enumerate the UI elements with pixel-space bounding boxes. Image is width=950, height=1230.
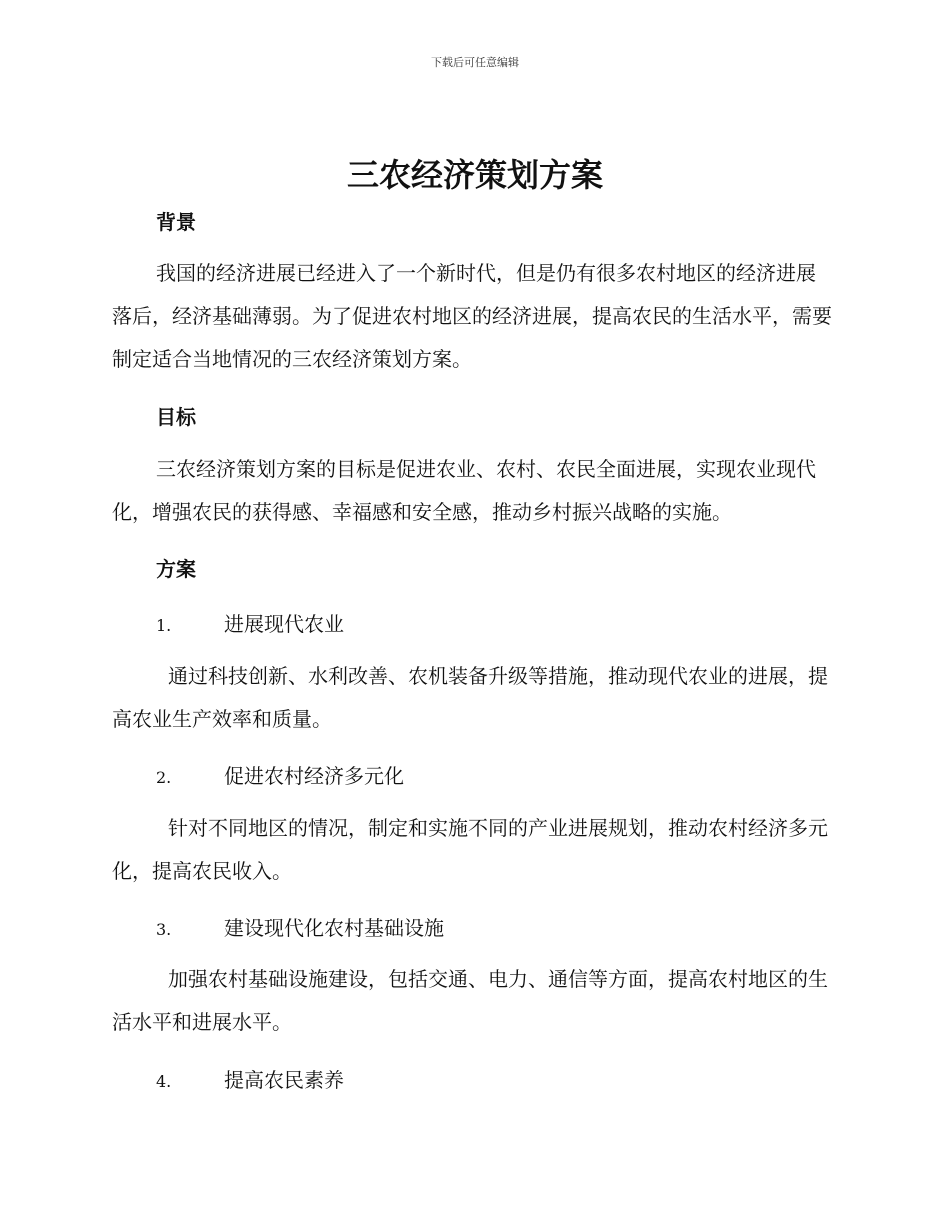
- section-heading-goal: 目标: [156, 405, 196, 429]
- list-item-title: 促进农村经济多元化: [224, 764, 404, 788]
- header-note: 下载后可任意编辑: [431, 56, 519, 69]
- list-item-title: 提高农民素养: [224, 1068, 344, 1092]
- background-paragraph: 我国的经济进展已经进入了一个新时代，但是仍有很多农村地区的经济进展落后，经济基础薄弱。为了促进农村地区的经济进展，提高农民的生活水平，需要制定适合当地情况的三农经济策划方案。: [112, 261, 832, 371]
- list-item-title: 建设现代化农村基础设施: [224, 916, 444, 940]
- plan-item-3-paragraph: 加强农村基础设施建设，包括交通、电力、通信等方面，提高农村地区的生活水平和进展水平。: [112, 967, 828, 1034]
- document-title: 三农经济策划方案: [346, 156, 603, 194]
- plan-item-3: [156, 912, 444, 941]
- list-item-title: 进展现代农业: [224, 612, 344, 636]
- plan-item-4: [156, 1064, 344, 1093]
- plan-item-1: [156, 608, 344, 637]
- plan-item-2: [156, 760, 404, 789]
- list-number: 2.: [156, 768, 172, 787]
- list-number: 3.: [156, 920, 172, 939]
- list-number: 1.: [156, 616, 172, 635]
- goal-paragraph: 三农经济策划方案的目标是促进农业、农村、农民全面进展，实现农业现代化，增强农民的获得感、幸福感和安全感，推动乡村振兴战略的实施。: [112, 457, 816, 524]
- section-heading-plan: 方案: [156, 557, 196, 581]
- plan-item-1-paragraph: 通过科技创新、水利改善、农机装备升级等措施，推动现代农业的进展，提高农业生产效率和质量。: [112, 664, 828, 731]
- list-number: 4.: [156, 1072, 172, 1091]
- section-heading-background: 背景: [156, 210, 196, 234]
- plan-item-2-paragraph: 针对不同地区的情况，制定和实施不同的产业进展规划，推动农村经济多元化，提高农民收入。: [112, 816, 828, 883]
